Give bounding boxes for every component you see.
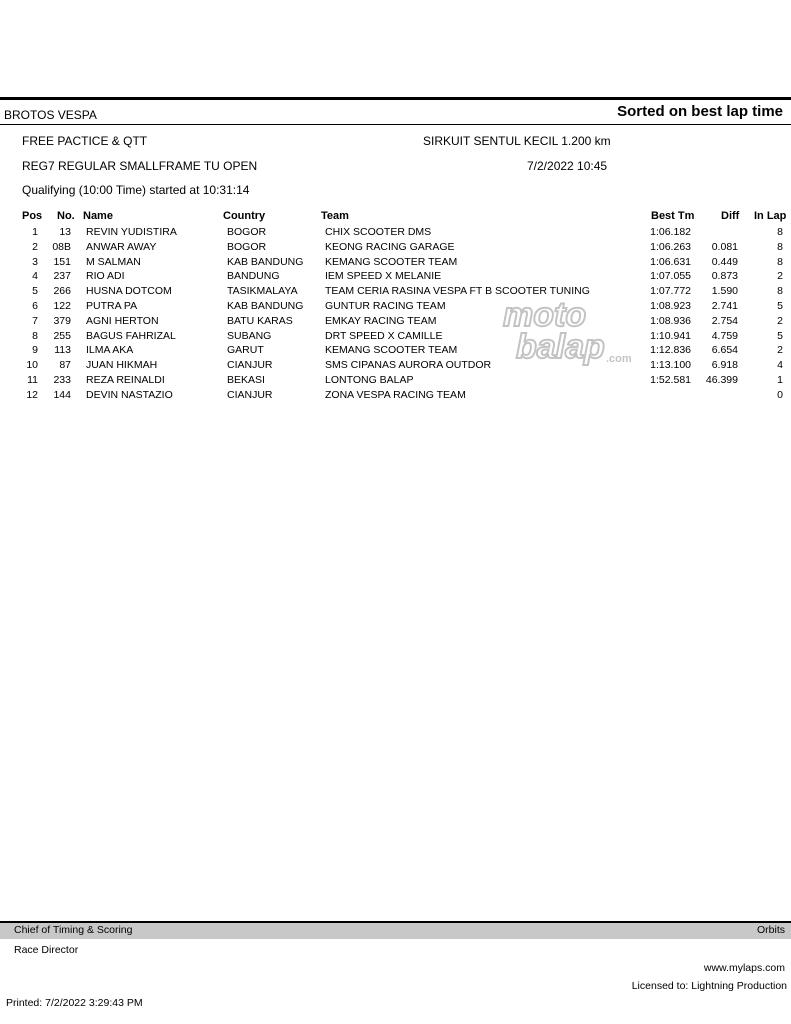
cell-team: DRT SPEED X CAMILLE: [325, 329, 443, 342]
cell-country: GARUT: [227, 344, 264, 357]
result-row: [0, 330, 791, 345]
race-director: Race Director: [14, 944, 79, 956]
cell-country: KAB BANDUNG: [227, 299, 304, 312]
col-header-diff: Diff: [721, 210, 740, 222]
cell-pos: 3: [32, 255, 38, 268]
header-top-rule: [0, 97, 791, 100]
cell-inlap: 8: [777, 285, 783, 298]
col-header-country: Country: [223, 210, 266, 222]
cell-name: REVIN YUDISTIRA: [86, 226, 177, 238]
cell-pos: 10: [26, 359, 38, 372]
cell-diff: 0.449: [711, 255, 738, 268]
result-row: [0, 300, 791, 315]
cell-diff: 0.873: [711, 270, 738, 283]
cell-best: 1:06.631: [650, 255, 691, 268]
cell-diff: 46.399: [705, 373, 738, 386]
cell-pos: 4: [32, 270, 38, 283]
cell-name: RIO ADI: [86, 270, 125, 283]
cell-team: CHIX SCOOTER DMS: [325, 226, 432, 238]
cell-team: ZONA VESPA RACING TEAM: [325, 388, 466, 401]
cell-country: BATU KARAS: [227, 314, 293, 327]
sort-label: Sorted on best lap time: [617, 103, 783, 120]
cell-pos: 6: [32, 299, 38, 312]
cell-best: 1:07.055: [650, 270, 691, 283]
cell-inlap: 4: [777, 359, 783, 372]
mylaps-site: www.mylaps.com: [703, 962, 785, 974]
chief-of-timing: Chief of Timing & Scoring: [14, 924, 133, 936]
cell-no: 08B: [52, 240, 71, 253]
cell-name: BAGUS FAHRIZAL: [86, 329, 176, 342]
cell-country: BEKASI: [227, 373, 265, 386]
result-row: [0, 226, 791, 241]
cell-pos: 11: [27, 373, 38, 386]
cell-best: 1:52.581: [650, 373, 691, 386]
col-header-best: Best Tm: [651, 210, 695, 222]
cell-inlap: 5: [777, 299, 783, 312]
cell-name: ILMA AKA: [86, 344, 134, 357]
cell-name: PUTRA PA: [86, 299, 138, 312]
cell-inlap: 2: [777, 270, 783, 283]
cell-inlap: 2: [777, 344, 783, 357]
cell-country: BOGOR: [227, 226, 267, 238]
cell-name: AGNI HERTON: [86, 314, 159, 327]
cell-name: ANWAR AWAY: [86, 240, 157, 253]
cell-diff: 1.590: [711, 285, 738, 298]
cell-no: 13: [59, 226, 71, 238]
cell-team: TEAM CERIA RASINA VESPA FT B SCOOTER TUNING: [325, 285, 590, 298]
watermark-text-3: .com: [606, 353, 632, 365]
cell-diff: 2.754: [711, 314, 738, 327]
cell-country: CIANJUR: [227, 359, 273, 372]
cell-country: BOGOR: [227, 240, 267, 253]
motobalap-watermark: [498, 296, 638, 366]
cell-inlap: 1: [777, 373, 783, 386]
cell-name: DEVIN NASTAZIO: [86, 388, 173, 401]
result-row: [0, 344, 791, 359]
cell-inlap: 5: [777, 329, 783, 342]
cell-diff: 6.654: [711, 344, 738, 357]
cell-best: 1:06.263: [650, 240, 691, 253]
session-type: FREE PACTICE & QTT: [22, 134, 148, 148]
cell-pos: 12: [26, 388, 38, 401]
watermark-text-2: balap: [516, 328, 605, 366]
cell-no: 144: [53, 388, 71, 401]
cell-best: 1:08.923: [650, 299, 691, 312]
cell-team: SMS CIPANAS AURORA OUTDOR: [325, 359, 492, 372]
result-row: [0, 315, 791, 330]
cell-inlap: 8: [777, 255, 783, 268]
col-header-pos: Pos: [22, 210, 43, 222]
cell-no: 87: [59, 359, 71, 372]
cell-best: 1:13.100: [650, 359, 691, 372]
cell-best: 1:10.941: [650, 329, 691, 342]
class-name: REG7 REGULAR SMALLFRAME TU OPEN: [22, 159, 258, 173]
cell-inlap: 8: [777, 240, 783, 253]
cell-diff: 0.081: [711, 240, 738, 253]
col-header-name: Name: [83, 210, 113, 222]
cell-pos: 5: [32, 285, 38, 298]
cell-country: TASIKMALAYA: [227, 285, 298, 298]
result-row: [0, 374, 791, 389]
cell-team: EMKAY RACING TEAM: [325, 314, 437, 327]
cell-name: M SALMAN: [86, 255, 141, 268]
cell-inlap: 8: [777, 226, 783, 238]
cell-no: 113: [54, 344, 71, 357]
organizer-name: BROTOS VESPA: [4, 108, 97, 122]
col-header-inlap: In Lap: [754, 210, 787, 222]
cell-name: JUAN HIKMAH: [86, 359, 158, 372]
cell-country: KAB BANDUNG: [227, 255, 304, 268]
cell-inlap: 0: [777, 388, 783, 401]
cell-pos: 7: [32, 314, 38, 327]
cell-pos: 2: [32, 240, 38, 253]
cell-team: KEONG RACING GARAGE: [325, 240, 455, 253]
cell-best: 1:07.772: [650, 285, 691, 298]
watermark-text-1: moto: [503, 296, 587, 334]
header-bottom-rule: [0, 124, 791, 125]
result-row: [0, 241, 791, 256]
cell-best: 1:12.836: [650, 344, 691, 357]
cell-team: LONTONG BALAP: [325, 373, 414, 386]
col-header-no: No.: [57, 210, 75, 222]
cell-diff: 6.918: [711, 359, 738, 372]
cell-country: CIANJUR: [227, 388, 273, 401]
cell-diff: 2.741: [711, 299, 738, 312]
cell-no: 151: [53, 255, 71, 268]
cell-no: 255: [53, 329, 71, 342]
cell-country: SUBANG: [227, 329, 272, 342]
cell-best: 1:06.182: [650, 226, 691, 238]
cell-name: REZA REINALDI: [86, 373, 165, 386]
orbits-brand: Orbits: [756, 924, 785, 936]
cell-name: HUSNA DOTCOM: [86, 285, 172, 298]
cell-team: GUNTUR RACING TEAM: [325, 299, 446, 312]
col-header-team: Team: [321, 210, 349, 222]
cell-best: 1:08.936: [650, 314, 691, 327]
cell-country: BANDUNG: [227, 270, 280, 283]
cell-pos: 8: [32, 329, 38, 342]
result-row: [0, 285, 791, 300]
cell-no: 237: [53, 270, 71, 283]
session-datetime: 7/2/2022 10:45: [527, 159, 608, 173]
cell-no: 233: [53, 373, 71, 386]
cell-inlap: 2: [777, 314, 783, 327]
results-table: [0, 226, 791, 404]
cell-no: 266: [53, 285, 71, 298]
cell-team: IEM SPEED X MELANIE: [325, 270, 442, 283]
result-row: [0, 270, 791, 285]
cell-team: KEMANG SCOOTER TEAM: [325, 255, 458, 268]
cell-no: 379: [53, 314, 71, 327]
circuit-name: SIRKUIT SENTUL KECIL 1.200 km: [423, 134, 611, 148]
cell-pos: 9: [32, 344, 38, 357]
cell-pos: 1: [32, 226, 38, 238]
result-row: [0, 359, 791, 374]
cell-diff: 4.759: [711, 329, 738, 342]
license-info: Licensed to: Lightning Production: [631, 980, 787, 992]
result-row: [0, 389, 791, 404]
printed-timestamp: Printed: 7/2/2022 3:29:43 PM: [6, 997, 143, 1009]
cell-team: KEMANG SCOOTER TEAM: [325, 344, 458, 357]
qualifying-info: Qualifying (10:00 Time) started at 10:31:14: [22, 183, 250, 197]
result-row: [0, 256, 791, 271]
cell-no: 122: [53, 299, 71, 312]
